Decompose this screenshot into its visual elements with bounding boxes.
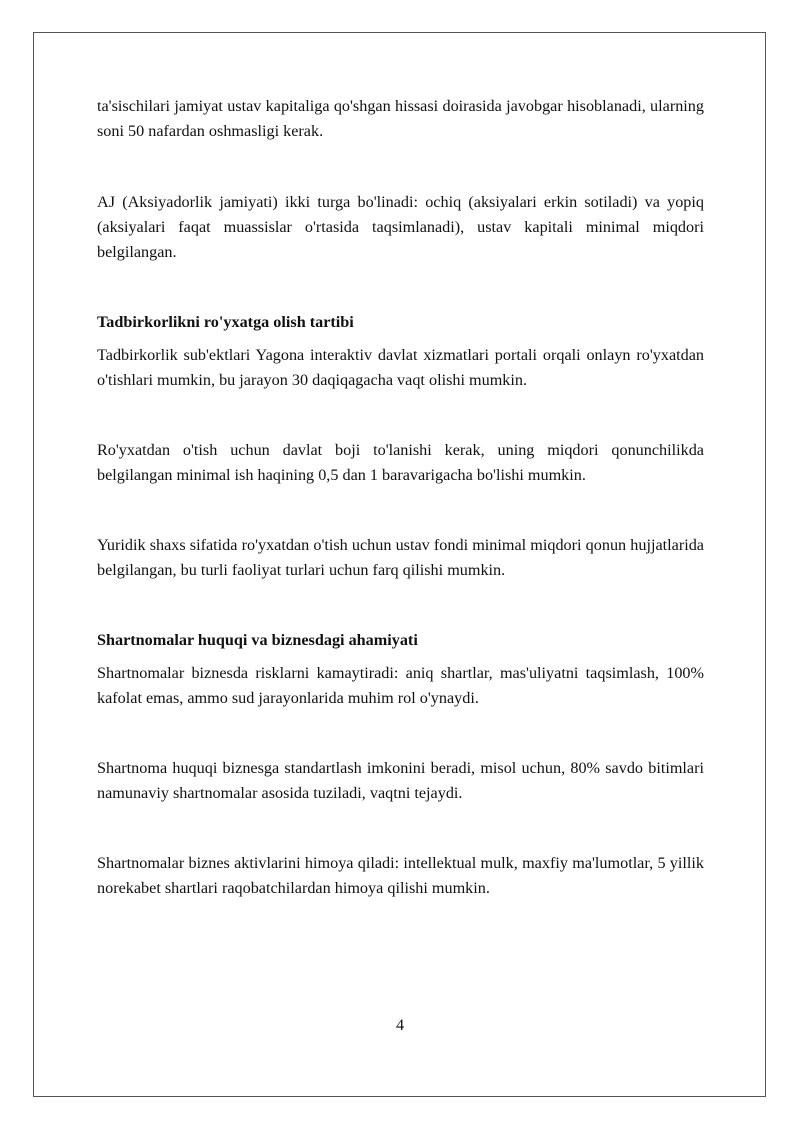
paragraph-contracts-reduce-risk: Shartnomalar biznesda risklarni kamaytiradi: aniq shartlar, mas'uliyatni taqsimlash, 100% kafolat emas, ammo sud jarayonlarida muhim rol o'ynaydi. bbox=[97, 664, 704, 707]
paragraph-state-fee: Ro'yxatdan o'tish uchun davlat boji to'lanishi kerak, uning miqdori qonunchilikda belgilangan minimal ish haqining 0,5 dan 1 baravarigacha bo'lishi mumkin. bbox=[97, 441, 704, 484]
page-content bbox=[97, 94, 704, 901]
paragraph-asset-protection: Shartnomalar biznes aktivlarini himoya qiladi: intellektual mulk, maxfiy ma'lumotlar, 5 yillik norekabet shartlari raqobatchilardan himoya qilishi mumkin. bbox=[97, 854, 704, 897]
heading-contract-law: Shartnomalar huquqi va biznesdagi ahamiyati bbox=[97, 631, 418, 649]
paragraph-contract-standardization: Shartnoma huquqi biznesga standartlash imkonini beradi, misol uchun, 80% savdo bitimlari namunaviy shartnomalar asosida tuziladi, vaqtni tejaydi. bbox=[97, 759, 704, 802]
page-number: 4 bbox=[395, 1016, 405, 1034]
heading-registration-procedure: Tadbirkorlikni ro'yxatga olish tartibi bbox=[97, 313, 354, 331]
paragraph-charter-fund: Yuridik shaxs sifatida ro'yxatdan o'tish uchun ustav fondi minimal miqdori qonun hujjatlarida belgilangan, bu turli faoliyat turlari uchun farq qilishi mumkin. bbox=[97, 536, 704, 579]
paragraph-online-registration: Tadbirkorlik sub'ektlari Yagona interaktiv davlat xizmatlari portali orqali onlayn ro'yxatdan o'tishlari mumkin, bu jarayon 30 daqiqagacha vaqt olishi mumkin. bbox=[97, 346, 704, 389]
paragraph-founders-liability: ta'sischilari jamiyat ustav kapitaliga qo'shgan hissasi doirasida javobgar hisoblanadi, ularning soni 50 nafardan oshmasligi kerak. bbox=[97, 97, 704, 140]
paragraph-joint-stock-company: AJ (Aksiyadorlik jamiyati) ikki turga bo'linadi: ochiq (aksiyalari erkin sotiladi) va yopiq (aksiyalari faqat muassislar o'rtasida taqsimlanadi), ustav kapitali minimal miqdori belgilangan. bbox=[97, 193, 704, 261]
